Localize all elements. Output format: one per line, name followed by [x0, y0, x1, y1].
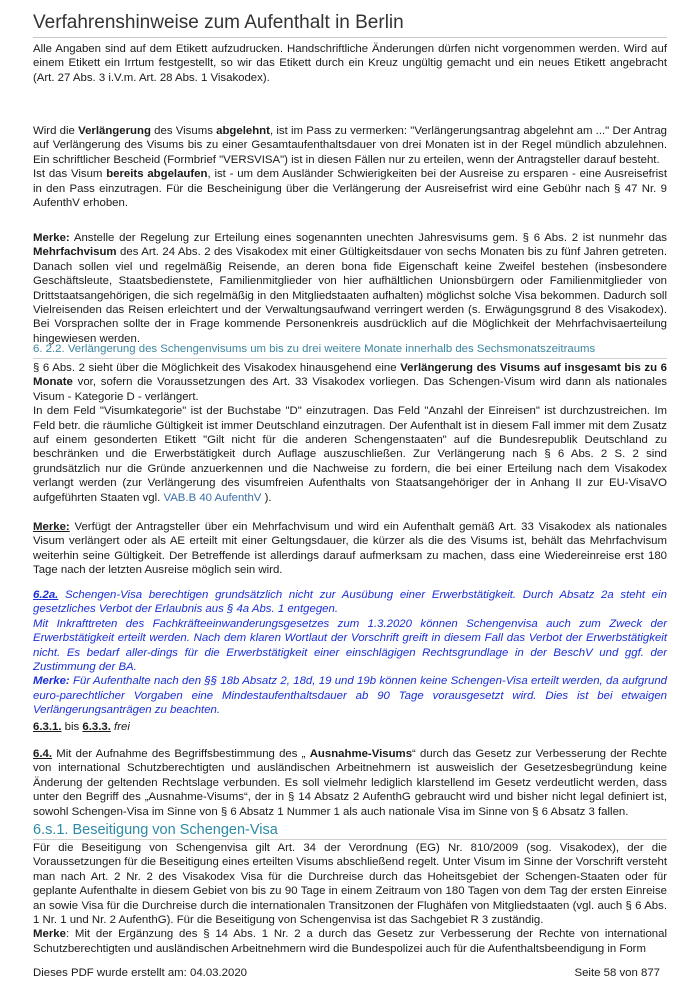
intro-paragraph: Alle Angaben sind auf dem Etikett aufzudrucken. Handschriftliche Änderungen dürfen nicht vorgenommen werden. Wird auf einem Etikett ein Irrtum festgestellt, so wir das Etikett durch ein Kreuz ungültig gemacht und ein neues Etikett angebracht (Art. 27 Abs. 3 i.V.m. Art. 28 Abs. 1 Visakodex).	[33, 43, 667, 84]
section-divider	[33, 358, 667, 359]
merke-mehrfachvisum-verlaengerung: Merke: Verfügt der Antragsteller über ein Mehrfachvisum und wird ein Aufenthalt gemäß Art. 33 Visakodex als nationales Visum verlängert oder als AE erteilt mit einer Geltungsdauer, die kürzer als die des Visums ist, behält das Mehrfachvisum weiterhin seine Gültigkeit. Der Betreffende ist allerdings darauf aufmerksam zu machen, dass eine Wiedereinreise erst 180 Tage nach der letzten Ausreise möglich sein wird.	[33, 521, 667, 577]
section-6-4: 6.4. Mit der Aufnahme des Begriffsbestimmung des „ Ausnahme-Visums“ durch das Gesetz zur Verbesserung der Rechte von international Schutzberechtigten und ausländischen Arbeitnehmern ist ausweislich der Gesetzesbegründung keine Änderung der geltenden Rechtslage verbunden. Es soll vielmehr lediglich klarstellend im Gesetz verdeutlicht werden, dass unter den Begriff des „Ausnahme-Visums“, der in § 14 Absatz 2 AufenthG gebraucht wird und bisher nicht legal definiert ist, sowohl Schengen-Visa im Sinne von § 6 Absatz 1 Nummer 1 als auch nationale Visa im Sinne von § 6 Absatz 3 fallen.	[33, 748, 667, 818]
merke-mehrfachvisum: Merke: Anstelle der Regelung zur Erteilung eines sogenannten unechten Jahresvisums gem. § 6 Abs. 2 ist nunmehr das Mehrfachvisum des Art. 24 Abs. 2 des Visakodex mit einer Gültigkeitsdauer von sechs Monaten bis zu fünf Jahren getreten. Danach sollen viel und regelmäßig Reisende, an deren bona fide Eigenschaft keine Zweifel bestehen (insbesondere Geschäftsleute, Staatsbedienstete, Familienmitglieder von hier aufhältlichen Unionsbürgern oder Familienmitglieder von Drittstaatsangehörigen, die sich regelmäßig in den Mitgliedstaaten aufhalten) möglichst solche Visa bekommen. Dadurch soll Vielreisenden das Reisen erleichtert und der Verwaltungsaufwand verringert werden (s. Erwägungsgrund 8 des Visakodex). Bei Vorsprachen sollte der in Frage kommende Personenkreis ausdrücklich auf die Möglichkeit der Mehrfachvisaerteilung hingewiesen werden.	[33, 232, 667, 345]
section-6-s-1-heading: 6.s.1. Beseitigung von Schengen-Visa	[33, 822, 278, 838]
rejection-paragraph: Wird die Verlängerung des Visums abgelehnt, ist im Pass zu vermerken: "Verlängerungsantrag abgelehnt am ..." Der Antrag auf Verlängerung des Visums bis zu einer Gesamtaufenthaltsdauer von drei Monaten ist in der Regel mündlich abzulehnen. Ein schriftlicher Bescheid (Formbrief "VERSVISA") ist in diesen Fällen nur zu erteilen, wenn der Antragsteller darauf besteht. Ist das Visum bereits abgelaufen, ist - um dem Ausländer Schwierigkeiten bei der Ausreise zu ersparen - eine Ausreisefrist in den Pass einzutragen. Für die Bescheinigung über die Verlängerung der Ausreisefrist wird eine Gebühr nach § 47 Nr. 9 AufenthV erhoben.	[33, 125, 667, 210]
section-6-3-1: 6.3.1. bis 6.3.3. frei	[33, 721, 130, 733]
page-title: Verfahrenshinweise zum Aufenthalt in Berlin	[33, 12, 404, 33]
title-divider	[33, 37, 667, 38]
section-6-2-2-heading: 6. 2.2. Verlängerung des Schengenvisums um bis zu drei weitere Monate innerhalb des Sechsmonatszeitraums	[33, 343, 596, 355]
section-6-2a: 6.2a. Schengen-Visa berechtigen grundsätzlich nicht zur Ausübung einer Erwerbstätigkeit. Durch Absatz 2a steht ein gesetzliches Verbot der Erlaubnis aus § 4a Abs. 1 entgegen. Mit Inkrafttreten des Fachkräfteeinwanderungsgesetzes zum 1.3.2020 können Schengenvisa auch zum Zweck der Erwerbstätigkeit erteilt werden. Nach dem klaren Wortlaut der Vorschrift greift in diesem Fall das Verbot der Erwerbstätigkeit nicht. Es bedarf aller-dings für die Erwerbstätigkeit einer einschlägigen Rechtsgrundlage in der BeschV und ggf. der Zustimmung der BA. Merke: Für Aufenthalte nach den §§ 18b Absatz 2, 18d, 19 und 19b können keine Schengen-Visa erteilt werden, da aufgrund euro-parechtlicher Vorgaben eine Mindestaufenthaltsdauer ab 90 Tage vorausgesetzt wird. Dies ist bei etwaigen Verlängerungsanträgen zu beachten.	[33, 589, 667, 717]
section-6-2-2-body: § 6 Abs. 2 sieht über die Möglichkeit des Visakodex hinausgehend eine Verlängerung des Visums auf insgesamt bis zu 6 Monate vor, sofern die Voraussetzungen des Art. 33 Visakodex vorliegen. Das Schengen-Visum wird dann als nationales Visum - Kategorie D - verlängert. In dem Feld "Visumkategorie" ist der Buchstabe "D" einzutragen. Das Feld "Anzahl der Einreisen" ist durchzustreichen. Im Feld betr. die räumliche Gültigkeit ist immer Deutschland einzutragen. Der Aufenthalt ist in diesem Fall immer mit dem Zusatz auf einem gesonderten Etikett "Gilt nicht für die anderen Schengenstaaten" auf die Bundesrepublik Deutschland zu beschränken und die Erwerbstätigkeit durch Auflage auszuschließen. Zur Verlängerung nach § 6 Abs. 2 S. 2 sind grundsätzlich nur die Gründe anzuerkennen und die Nachweise zu fordern, die bei einer Erteilung nach dem Visakodex verlangt werden (zur Verlängerung des visumfreien Aufenthalts von Staatsangehöriger der in Anhang II zur EU-VisaVO aufgeführten Staaten vgl. VAB.B 40 AufenthV ).	[33, 362, 667, 504]
vab-link[interactable]: VAB.B 40 AufenthV	[163, 491, 262, 504]
footer-page-number: Seite 58 von 877	[574, 967, 660, 979]
footer-created-date: Dieses PDF wurde erstellt am: 04.03.2020	[33, 967, 247, 979]
section-divider	[33, 839, 667, 840]
section-6-s-1-body: Für die Beseitigung von Schengenvisa gilt Art. 34 der Verordnung (EG) Nr. 810/2009 (sog. Visakodex), der die Voraussetzungen für die Beseitigung eines erteilten Visums abschließend regelt. Unter Visum im Sinne der Vorschrift versteht man nach Art. 2 Nr. 2 des Visakodex Visa für die Durchreise durch das Hoheitsgebiet der Schengen-Staaten oder für geplante Aufenthalte in diesem Gebiet von bis zu 90 Tage in einem Zeitraum von 180 Tagen von dem Tag der ersten Einreise an sowie Visa für die Durchreise durch die internationalen Transitzonen der Flughäfen von Mitgliedstaaten (vgl. auch § 6 Abs. 1 Nr. 1 und Nr. 2 AufenthG). Für die Beseitigung von Schengenvisa ist das Sachgebiet R 3 zuständig. Merke: Mit der Ergänzung des § 14 Abs. 1 Nr. 2 a durch das Gesetz zur Verbesserung der Rechte von international Schutzberechtigten und ausländischen Arbeitnehmern wird die Bundespolizei auch für die Aufenthaltsbeendigung in Form	[33, 842, 667, 955]
